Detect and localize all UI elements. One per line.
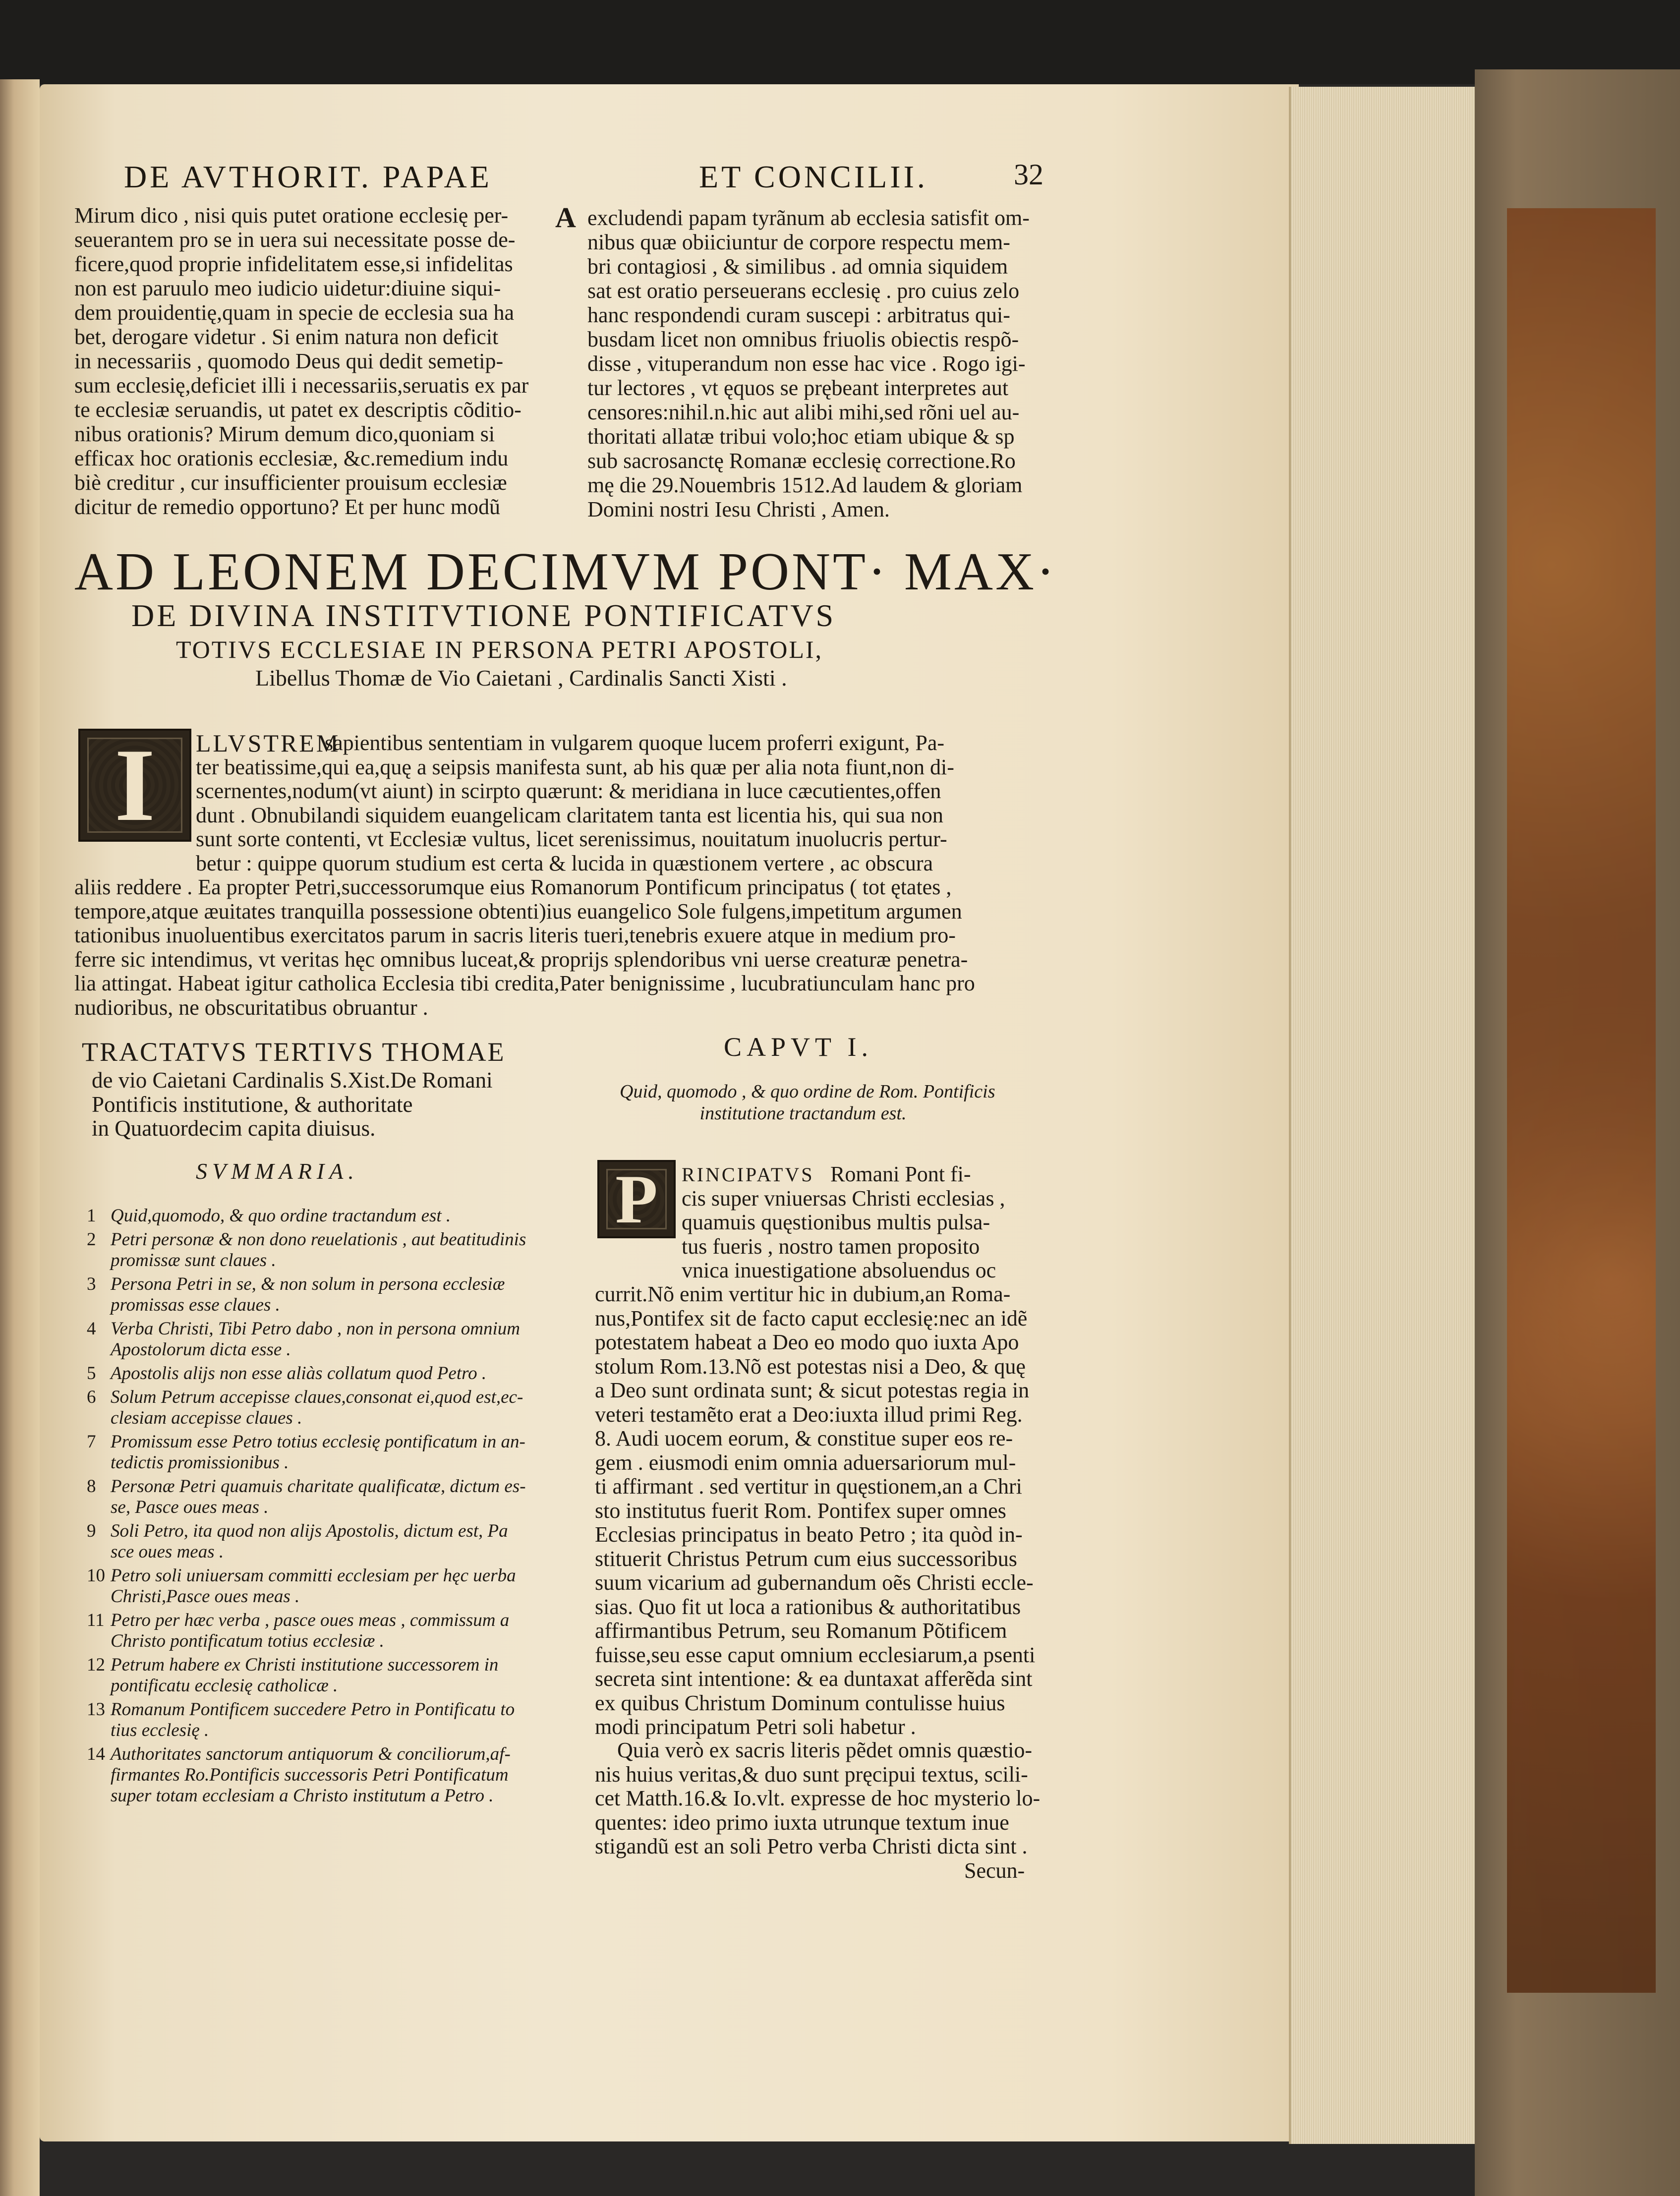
top-left-column <box>74 203 528 519</box>
summary-item <box>87 1655 526 1676</box>
summary-item-number: 8 <box>87 1476 96 1497</box>
text-line: in Quatuordecim capita diuisus. <box>92 1116 376 1141</box>
text-line: affirmantibus Petrum, seu Romanum Põtificem <box>595 1618 1007 1643</box>
summary-item-text: Quid,quomodo, & quo ordine tractandum est . <box>111 1206 451 1226</box>
summary-item-number: 5 <box>87 1363 96 1384</box>
text-line: Mirum dico , nisi quis putet oratione ecclesię per- <box>74 203 509 228</box>
text-line: dem prouidentię,quam in specie de ecclesia sua ha <box>74 300 514 325</box>
summary-item <box>87 1765 526 1786</box>
text-line: nudioribus, ne obscuritatibus obruantur . <box>74 995 428 1020</box>
text-line: 8. Audi uocem eorum, & constitue super eos re- <box>595 1426 1013 1450</box>
text-line: efficax hoc orationis ecclesiæ, &c.remedium indu <box>74 446 509 470</box>
catchword: Secun- <box>964 1858 1025 1883</box>
summary-item <box>87 1432 526 1452</box>
text-line: biè creditur , cur insufficienter prouisum ecclesiæ <box>74 470 507 495</box>
summary-item-text: Petro per hæc verba , pasce oues meas , commissum a <box>111 1610 510 1630</box>
summary-item-text: se, Pasce oues meas . <box>111 1497 269 1517</box>
summary-item-text: Personæ Petri quamuis charitate qualificatæ, dictum es- <box>111 1476 526 1497</box>
text-line: nis huius veritas,& duo sunt pręcipui textus, scili- <box>595 1762 1028 1787</box>
text-line: hanc respondendi curam suscepi : arbitratus qui- <box>587 303 1010 327</box>
caput-heading: CAPVT I. <box>724 1032 873 1062</box>
summary-item <box>87 1521 526 1542</box>
text-line: sto institutus fuerit Rom. Pontifex super omnes <box>595 1498 1006 1523</box>
summary-item-text: sce oues meas . <box>111 1542 224 1562</box>
summary-item-text: promissæ sunt claues . <box>111 1250 276 1271</box>
text-line: cet Matth.16.& Io.vlt. expresse de hoc mysterio lo- <box>595 1786 1041 1810</box>
caput-body <box>595 1282 1035 1739</box>
title-line-2: DE DIVINA INSTITVTIONE PONTIFICATVS <box>131 598 836 633</box>
summary-item-number: 13 <box>87 1699 105 1720</box>
text-line: ti affirmant . sed vertitur in quęstionem,an a Chri <box>595 1474 1022 1499</box>
caput-paragraph-2 <box>595 1738 1040 1859</box>
running-head-left: DE AVTHORIT. PAPAE <box>124 159 492 194</box>
text-line: potestatem habeat a Deo eo modo quo iuxta Apo <box>595 1330 1019 1354</box>
summary-item-number: 2 <box>87 1229 96 1250</box>
summary-item-number: 14 <box>87 1744 105 1764</box>
summary-item <box>87 1295 526 1316</box>
text-line: tempore,atque æuitates tranquilla possessione obtenti)ius euangelico Sole fulgens,impetitum argumen <box>74 899 962 924</box>
summary-item <box>87 1676 526 1696</box>
text-line: excludendi papam tyrãnum ab ecclesia satisfit om- <box>587 206 1030 230</box>
summary-item-text: Christo pontificatum totius ecclesiæ . <box>111 1631 384 1651</box>
text-line: te ecclesiæ seruandis, ut patet ex descriptis cõditio- <box>74 398 521 422</box>
facing-page-edge <box>0 79 40 2196</box>
summary-item <box>87 1250 526 1271</box>
summary-item-number: 6 <box>87 1387 96 1407</box>
text-line: ex quibus Christum Dominum contulisse huius <box>595 1690 1005 1715</box>
text-line: vnica inuestigatione absoluendus oc <box>682 1258 996 1282</box>
summary-item <box>87 1408 526 1429</box>
summary-item-text: pontificatu ecclesię catholicæ . <box>111 1676 338 1696</box>
title-line-4: Libellus Thomæ de Vio Caietani , Cardinalis Sancti Xisti . <box>255 665 787 691</box>
summary-item <box>87 1786 526 1806</box>
summary-item <box>87 1476 526 1497</box>
tractatus-heading: TRACTATVS TERTIVS THOMAE <box>82 1037 506 1067</box>
text-line: tus fueris , nostro tamen proposito <box>682 1234 980 1259</box>
summary-item-text: Persona Petri in se, & non solum in persona ecclesiæ <box>111 1274 505 1294</box>
text-line: sias. Quo fit ut loca a rationibus & authoritatibus <box>595 1594 1021 1619</box>
dedication-lead: LLVSTREM <box>196 729 341 757</box>
text-line: stituerit Christus Petrum cum eius successoribus <box>595 1546 1017 1571</box>
summary-item-text: Soli Petro, ita quod non alijs Apostolis, dictum est, Pa <box>111 1521 508 1541</box>
summary-item-text: Authoritates sanctorum antiquorum & conciliorum,af- <box>111 1744 511 1764</box>
summary-item <box>87 1610 526 1631</box>
summary-item-number: 11 <box>87 1610 105 1630</box>
summary-item <box>87 1387 526 1408</box>
cover-marbling <box>1507 208 1656 1993</box>
summary-item-number: 3 <box>87 1274 96 1294</box>
dedication-full-lines <box>74 875 975 1020</box>
summaria-heading: SVMMARIA. <box>196 1158 359 1184</box>
decorated-initial-i: I <box>78 729 191 842</box>
summary-item-text: Petro soli uniuersam committi ecclesiam per hęc uerba <box>111 1565 516 1586</box>
text-line: betur : quippe quorum studium est certa & lucida in quæstionem vertere , ac obscura <box>196 851 933 875</box>
caput-lead: RINCIPATVS <box>682 1163 814 1186</box>
text-line: secreta sint intentione: & ea duntaxat afferẽda sint <box>595 1667 1033 1691</box>
summary-item-text: Petrum habere ex Christi institutione successorem in <box>111 1655 499 1675</box>
summary-item-text: firmantes Ro.Pontificis successoris Petri Pontificatum <box>111 1765 509 1785</box>
text-line: Quid, quomodo , & quo ordine de Rom. Pontificis <box>620 1081 995 1102</box>
decorated-initial-p: P <box>597 1160 676 1238</box>
text-line: veteri testamẽto erat a Deo:iuxta illud primi Reg. <box>595 1402 1023 1427</box>
running-head-right: ET CONCILII. <box>699 159 928 194</box>
summary-item-number: 10 <box>87 1565 105 1586</box>
summary-item <box>87 1586 526 1607</box>
text-line: a Deo sunt ordinata sunt; & sicut potestas regia in <box>595 1378 1030 1402</box>
text-line: nibus quæ obiiciuntur de corpore respectu mem- <box>587 230 1010 254</box>
summary-item <box>87 1206 526 1226</box>
summary-item-text: Romanum Pontificem succedere Petro in Pontificatu to <box>111 1699 515 1720</box>
text-line: nus,Pontifex sit de facto caput ecclesię:nec an idẽ <box>595 1306 1028 1330</box>
caput-beside-initial <box>682 1162 1005 1283</box>
summary-gap <box>87 1806 526 1809</box>
summary-item <box>87 1720 526 1741</box>
summary-item-number: 9 <box>87 1521 96 1541</box>
summaria-list <box>87 1206 526 1809</box>
summary-item-number: 12 <box>87 1655 105 1675</box>
summary-item <box>87 1497 526 1518</box>
summary-item-text: Christi,Pasce oues meas . <box>111 1586 300 1607</box>
text-line: sapientibus sententiam in vulgarem quoque lucem proferri exigunt, Pa- <box>325 731 945 755</box>
text-line: quamuis quęstionibus multis pulsa- <box>682 1210 990 1234</box>
text-line: fuisse,seu esse caput omnium ecclesiarum,a psenti <box>595 1642 1036 1667</box>
summary-item-text: Solum Petrum accepisse claues,consonat ei,quod est,ec- <box>111 1387 523 1407</box>
summary-item <box>87 1699 526 1720</box>
text-line: thoritati allatæ tribui volo;hoc etiam ubique & sp <box>587 424 1015 449</box>
text-line: gem . eiusmodi enim omnia aduersariorum mul- <box>595 1450 1016 1475</box>
text-line: cis super vniuersas Christi ecclesias , <box>682 1186 1005 1211</box>
summary-item-text: tedictis promissionibus . <box>111 1452 289 1473</box>
summary-item <box>87 1565 526 1586</box>
text-line: busdam licet non omnibus friuolis obiectis respõ- <box>587 327 1019 351</box>
summary-item-number: 4 <box>87 1319 96 1339</box>
summary-item <box>87 1363 526 1384</box>
text-line: tationibus inuoluentibus exercitatos parum in sacris literis tueri,tenebris exuere atque in medium pro- <box>74 923 956 947</box>
title-line-3: TOTIVS ECCLESIAE IN PERSONA PETRI APOSTOLI, <box>176 636 823 663</box>
text-line: sat est oratio perseuerans ecclesię . pro cuius zelo <box>587 279 1020 303</box>
text-line: mę die 29.Nouembris 1512.Ad laudem & gloriam <box>587 473 1023 497</box>
text-line: censores:nihil.n.hic aut alibi mihi,sed rõni uel au- <box>587 400 1020 424</box>
text-line: quentes: ideo primo iuxta utrunque textum inue <box>595 1810 1009 1835</box>
summary-item <box>87 1542 526 1562</box>
summary-item-number: 1 <box>87 1206 96 1226</box>
summary-item-text: clesiam accepisse claues . <box>111 1408 302 1428</box>
summary-item <box>87 1452 526 1473</box>
text-line: sum ecclesię,deficiet illi i necessariis,seruatis ex par <box>74 373 529 398</box>
text-line: nibus orationis? Mirum demum dico,quoniam si <box>74 422 495 446</box>
text-line: Domini nostri Iesu Christi , Amen. <box>587 497 890 521</box>
text-line: ter beatissime,qui ea,quę a seipsis manifesta sunt, ab his quæ per alia nota fiunt,non di- <box>196 754 954 779</box>
margin-letter: A <box>555 201 576 233</box>
text-line: scernentes,nodum(vt aiunt) in scirpto quærunt: & meridiana in luce cæcutientes,offen <box>196 779 941 803</box>
summary-item-text: promissas esse claues . <box>111 1295 280 1315</box>
text-line: suum vicarium ad gubernandum oẽs Christi eccle- <box>595 1570 1034 1595</box>
summary-item <box>87 1229 526 1250</box>
summary-item-text: tius ecclesię . <box>111 1720 209 1740</box>
text-line: de vio Caietani Cardinalis S.Xist.De Romani <box>92 1068 493 1093</box>
summary-item <box>87 1631 526 1652</box>
backdrop <box>0 0 1680 84</box>
top-right-column <box>587 206 1030 521</box>
text-line: bet, derogare videtur . Si enim natura non deficit <box>74 325 499 349</box>
summary-item-text: super totam ecclesiam a Christo institutum a Petro . <box>111 1786 494 1806</box>
text-line: dunt . Obnubilandi siquidem euangelicam claritatem tanta est licentia his, qui sua non <box>196 803 943 827</box>
summary-item-number: 7 <box>87 1432 96 1452</box>
text-line: stigandũ est an soli Petro verba Christi dicta sint . <box>595 1834 1028 1858</box>
text-line: Pontificis institutione, & authoritate <box>92 1092 413 1117</box>
summary-item <box>87 1319 526 1339</box>
text-line: Romani Pont fi- <box>830 1162 971 1186</box>
text-line: Ecclesias principatus in beato Petro ; ita quòd in- <box>595 1522 1023 1547</box>
text-line: Quia verò ex sacris literis pẽdet omnis quæstio- <box>617 1738 1033 1762</box>
folio-number: 32 <box>1014 158 1043 191</box>
summary-item <box>87 1274 526 1295</box>
summary-item-text: Petri personæ & non dono reuelationis , aut beatitudinis <box>111 1229 526 1250</box>
text-line: aliis reddere . Ea propter Petri,successorumque eius Romanorum Pontificum principatus ( tot ętates , <box>74 875 952 899</box>
tractatus-subtitle <box>92 1068 493 1141</box>
text-line: stolum Rom.13.Nõ est potestas nisi a Deo, & quę <box>595 1354 1026 1379</box>
text-line: tur lectores , vt ęquos se prębeant interpretes aut <box>587 376 1009 400</box>
dedication-beside-initial <box>196 731 954 875</box>
text-line: disse , vituperandum non esse hac vice . Rogo igi- <box>587 351 1026 376</box>
summary-item <box>87 1339 526 1360</box>
summary-item-text: Apostolis alijs non esse aliàs collatum quod Petro . <box>111 1363 487 1384</box>
text-line: in necessariis , quomodo Deus qui dedit semetip- <box>74 349 504 373</box>
summary-item-text: Verba Christi, Tibi Petro dabo , non in persona omnium <box>111 1319 521 1339</box>
text-line: ferre sic intendimus, vt veritas hęc omnibus luceat,& proprijs splendoribus vni uerse creaturæ penetra- <box>74 947 968 972</box>
summary-item-text: Promissum esse Petro totius ecclesię pontificatum in an- <box>111 1432 525 1452</box>
main-title: AD LEONEM DECIMVM PONT· MAX· <box>74 542 1057 601</box>
summary-item-text: Apostolorum dicta esse . <box>111 1339 291 1360</box>
text-line: sub sacrosanctę Romanæ ecclesię correctione.Ro <box>587 449 1016 473</box>
text-line: seuerantem pro se in uera sui necessitate posse de- <box>74 228 516 252</box>
text-line: ficere,quod proprie infidelitatem esse,si infidelitas <box>74 252 513 276</box>
text-line: non est paruulo meo iudicio uidetur:diuine siqui- <box>74 276 501 300</box>
summary-item <box>87 1744 526 1765</box>
text-line: currit.Nõ enim vertitur hic in dubium,an Roma- <box>595 1282 1011 1306</box>
caput-subtitle <box>620 1081 995 1124</box>
page-fore-edge <box>1289 87 1479 2144</box>
text-line: institutione tractandum est. <box>699 1103 907 1124</box>
text-line: dicitur de remedio opportuno? Et per hunc modũ <box>74 495 500 519</box>
text-line: bri contagiosi , & similibus . ad omnia siquidem <box>587 254 1008 279</box>
text-line: sunt sorte contenti, vt Ecclesiæ vultus, licet serenissimus, nouitatum inuolucris pertur- <box>196 827 947 851</box>
text-line: lia attingat. Habeat igitur catholica Ecclesia tibi credita,Pater benignissime , lucubratiunculam hanc pro <box>74 971 975 995</box>
text-line: modi principatum Petri soli habetur . <box>595 1715 916 1739</box>
